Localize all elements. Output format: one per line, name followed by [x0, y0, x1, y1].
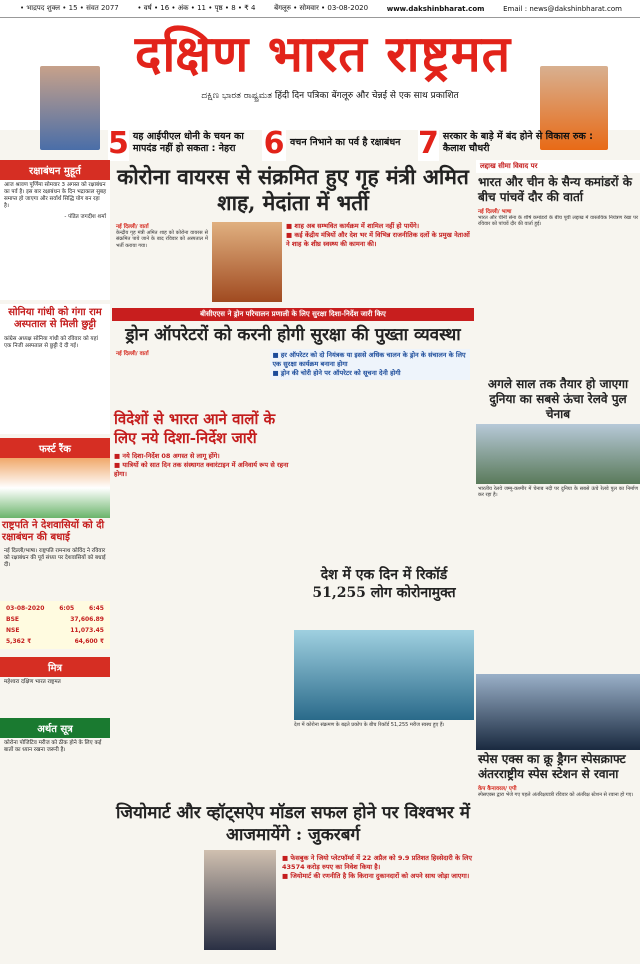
- first-rank-head: फर्स्ट रैंक: [0, 438, 110, 458]
- headline-spacex[interactable]: स्पेस एक्स का क्रू ड्रैगन स्पेसक्राफ्ट अंतरराष्ट्रीय स्पेस स्टेशन से रवाना: [478, 752, 626, 781]
- rakhi-heading: रक्षाबंधन मुहूर्त: [0, 160, 110, 180]
- main-column: [112, 160, 474, 880]
- top-bar: [0, 0, 640, 18]
- flag-image: [0, 458, 110, 518]
- headline-shah[interactable]: कोरोना वायरस से संक्रमित हुए गृह मंत्री अमित शाह, मेदांता में भर्ती: [117, 164, 469, 215]
- silver-price: 64,600 ₹: [74, 638, 104, 645]
- shah-text: केन्द्रीय गृह मंत्री अमित शाह को कोरोना वायरस से संक्रमित पाये जाने के बाद रविवार को अस्पताल में भर्ती कराया गया।: [116, 230, 208, 249]
- mitra-text: महेश्वरा दक्षिण भारत राष्ट्रमत: [4, 679, 61, 685]
- spacex-text: स्पेसएक्स द्वारा भेजे गए पहले अंतरिक्षयात्री रविवार को अंतरिक्ष स्टेशन से रवाना हो गए।: [478, 792, 634, 798]
- volume-info: • वर्ष • 16 • अंक • 11 • पृष्ठ • 8 • ₹ 4: [137, 4, 256, 12]
- mitra-head: मित्र: [0, 657, 110, 677]
- shah-photo: [212, 222, 282, 302]
- website-link[interactable]: www.dakshinbharat.com: [386, 4, 485, 13]
- byline-spacex: केप कैनावरल/ एपी: [478, 786, 517, 792]
- nse-value: 11,073.45: [70, 627, 104, 634]
- president-text: नई दिल्ली/भाषा। राष्ट्रपति रामनाथ कोविंद ने रविवार को रक्षाबंधन की पूर्व संध्या पर देशवासियों को बधाई दी।: [4, 548, 106, 568]
- jio-bullet-1: ■ फेसबुक ने जियो प्लेटफॉर्म्स में 22 अप्रैल को 9.9 प्रतिशत हिस्सेदारी के लिए 43574 करोड़ रुपए का निवेश किया है।: [282, 854, 472, 871]
- drone-story: [112, 349, 474, 380]
- shah-bullet-2: ■ कई केंद्रीय मंत्रियों और देश भर में विभिन्न राजनीतिक दलों के प्रमुख नेताओं ने शाह के शीघ्र स्वस्थ्य की कामना की।: [286, 231, 470, 248]
- byline-2: नई दिल्ली/ वार्ता: [116, 351, 149, 357]
- drone-strip: बीसीएएस ने ड्रोन परिचालन प्रणाली के लिए सुरक्षा दिशा-निर्देश जारी किए: [112, 308, 474, 321]
- headline-bridge[interactable]: अगले साल तक तैयार हो जाएगा दुनिया का सबसे ऊंचा रेलवे पुल चेनाब: [487, 377, 629, 421]
- left-column: [0, 160, 110, 964]
- president-heading: राष्ट्रपति ने देशवासियों को दी रक्षाबंधन की बधाई: [2, 520, 105, 543]
- rakhi-box: [0, 160, 110, 300]
- gold-price: 5,362 ₹: [6, 638, 32, 645]
- arth-text: कोरोना पोजिटिव मरीज को ठीक होने के लिए कई बातों का ध्यान रखना जरूरी है।: [4, 740, 102, 753]
- drone-bullet-1: ■ हर ऑपरेटर को दो नियंत्रक या इससे अधिक चालन के ड्रोन के संचालन के लिए एक सुरक्षा कार्यक्रम बनाना होगा: [272, 351, 466, 368]
- newspaper-subtitle: ದಕ್ಷಿಣ ಭಾರತ ರಾಷ್ಟ್ರಮತ हिंदी दिन पत्रिका बेंगलूरु और चेन्नई से एक साथ प्रकाशित: [201, 91, 459, 101]
- covid-photo: [294, 630, 474, 720]
- teaser-text: सरकार के बाड़े में बंद होने से विकास रुक : कैलाश चौधरी: [442, 131, 593, 154]
- newspaper-title: दक्षिण भारत राष्ट्रमत: [134, 24, 512, 83]
- bse-label: BSE: [6, 616, 19, 623]
- jio-bullets: [282, 854, 474, 881]
- bse-value: 37,606.89: [70, 616, 104, 623]
- right-column: [476, 160, 640, 798]
- teaser-num: 7: [418, 125, 439, 161]
- teaser-1[interactable]: [108, 126, 268, 160]
- zuckerberg-photo: [204, 850, 276, 950]
- teaser-num: 5: [108, 125, 129, 161]
- sonia-text: कांग्रेस अध्यक्ष सोनिया गांधी को रविवार को यहां एक निजी अस्पताल से छुट्टी दे दी गई।: [4, 336, 98, 349]
- ladakh-tag: लद्दाख सीमा विवाद पर: [476, 160, 640, 173]
- bridge-text: भारतीय रेलवे जम्मू-कश्मीर में चेनाब नदी पर दुनिया के सबसे ऊंचे रेलवे पुल का निर्माण कर रहा है।: [478, 486, 638, 499]
- email-link[interactable]: Email : news@dakshinbharat.com: [503, 4, 622, 13]
- teaser-2[interactable]: [262, 126, 418, 160]
- travel-bullet-2: ■ यात्रियों को सात दिन तक संस्थागत क्वारंटाइन में अनिवार्य रूप से रहना होगा।: [114, 461, 289, 478]
- masthead: [0, 18, 640, 130]
- headline-drone[interactable]: ड्रोन ऑपरेटरों को करनी होगी सुरक्षा की पुख्ता व्यवस्था: [125, 325, 461, 345]
- teaser-num: 6: [263, 125, 285, 161]
- headline-recovery[interactable]: देश में एक दिन में रिकॉर्ड 51,255 लोग कोरोनामुक्त: [312, 567, 456, 601]
- bridge-photo: [476, 424, 640, 484]
- nse-label: NSE: [6, 627, 20, 634]
- recovery-text: देश में कोरोना संक्रमण के बढ़ते प्रकोप के बीच रिकॉर्ड 51,255 मरीज स्वस्थ हुए हैं।: [294, 722, 445, 728]
- shah-bullet-1: ■ शाह अब सम्भवित कार्यक्रम में शामिल नहीं हो पायेंगे।: [286, 222, 420, 230]
- issue-info: • भाद्रपद शुक्ल • 15 • संवत 2077: [20, 4, 119, 12]
- travel-bullets: [112, 450, 292, 481]
- shah-story: [112, 220, 474, 304]
- teaser-3[interactable]: [418, 126, 608, 160]
- teaser-text: यह आईपीएल धोनी के चयन का मापदंड नहीं हो सकता : नेहरा: [132, 131, 244, 154]
- drone-bullet-2: ■ ड्रोन की चोरी होने पर ऑपरेटर को सूचना देनी होगी: [272, 369, 401, 377]
- nehra-photo: [40, 66, 100, 150]
- jio-bullet-2: ■ जियोमार्ट की रणनीति है कि किराना दुकानदारों को अपने साथ जोड़ा जाएगा।: [282, 872, 470, 880]
- sonia-box: [0, 304, 110, 434]
- rakhi-sign: - पंडित जगदीश शर्मा: [64, 214, 106, 220]
- travel-bullet-1: ■ नये दिशा-निर्देश 08 अगस्त से लागू होंगे।: [114, 452, 220, 460]
- market-box: [0, 601, 110, 649]
- headline-travel[interactable]: विदेशों से भारत आने वालों के लिए नये दिशा-निर्देश जारी: [114, 410, 276, 447]
- sonia-heading: सोनिया गांधी को गंगा राम अस्पताल से मिली छुट्टी: [8, 307, 102, 330]
- byline-china: नई दिल्ली/ भाषा: [478, 209, 512, 215]
- sunset-time: 6:45: [89, 605, 104, 612]
- arth-head: अर्थत सूत्र: [0, 718, 110, 738]
- spacex-photo: [476, 674, 640, 750]
- headline-jio[interactable]: जियोमार्ट और व्हॉट्सऐप मॉडल सफल होने पर विश्वभर में आजमायेंगे : जुकरबर्ग: [116, 803, 470, 845]
- market-date: 03-08-2020: [6, 605, 45, 612]
- china-text: भारत और चीनी सेना के शीर्ष कमांडरों के बीच पूर्वी लद्दाख में वास्तविक नियंत्रण रेखा पर रविवार को पांचवें दौर की वार्ता हुई।: [478, 215, 638, 228]
- sunrise-time: 6:05: [59, 605, 75, 612]
- byline-1: नई दिल्ली/ वार्ता: [116, 224, 149, 230]
- city-date: बेंगलूरु • सोमवार • 03-08-2020: [274, 4, 369, 12]
- teaser-text: वचन निभाने का पर्व है रक्षाबंधन: [290, 137, 401, 148]
- rakhi-text: आज श्रावण पूर्णिमा सोमवार 3 अगस्त को रक्षाबंधन का पर्व है। इस बार रक्षाबंधन के दिन भद्राकाल सुबह समाप्त हो जाएगा और सर्वार्थ सिद्धि योग बन रहा है।: [4, 182, 106, 209]
- headline-china[interactable]: भारत और चीन के सैन्य कमांडरों के बीच पांचवें दौर की वार्ता: [478, 175, 632, 204]
